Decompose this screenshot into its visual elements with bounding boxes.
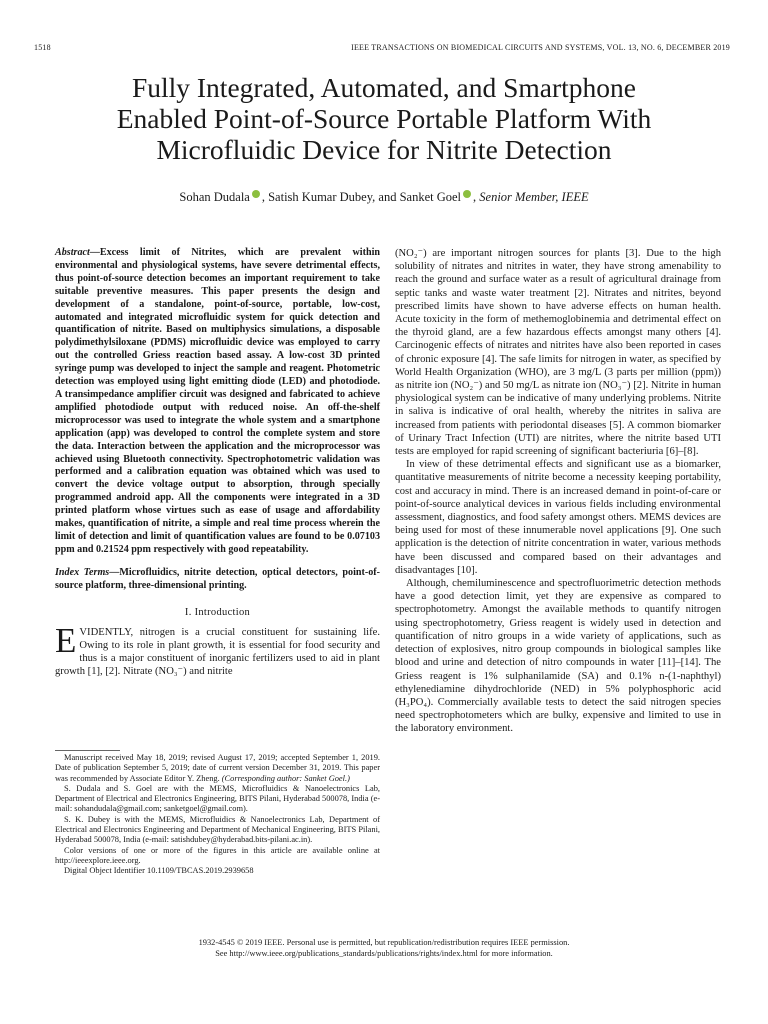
title-line-2: Enabled Point-of-Source Portable Platform With <box>116 103 652 134</box>
running-header <box>34 43 730 55</box>
index-terms-text: —Microfluidics, nitrite detection, optical detectors, point-of-source platform, three-dimensional printing. <box>55 566 380 591</box>
copyright-line-2: See http://www.ieee.org/publications_standards/publications/rights/index.html for more information. <box>215 948 553 958</box>
journal-name: IEEE TRANSACTIONS ON BIOMEDICAL CIRCUITS AND SYSTEMS, VOL. 13, NO. 6, DECEMBER 2019 <box>351 43 730 52</box>
author-separator: , <box>473 190 480 204</box>
title-line-3: Microfluidic Device for Nitrite Detection <box>156 134 612 165</box>
author-line <box>30 190 738 205</box>
body-paragraph-2: In view of these detrimental effects and significant use as a biomarker, quantitative measurements of nitrite become a necessity keeping portability, cost and accuracy in mind. There is an increased demand in point-of-care or point-of-source analytical devices in various fields including environmental assessment, diagnostics, and food safety amongst others. MEMS devices are being used for most of these innumerable novel applications [9]. One such application is the detection of nitrite concentration in water, various methods have been discussed and compared based on their advantages and disadvantages [10]. <box>395 459 721 576</box>
page-number: 1518 <box>34 43 51 52</box>
footnote-rule <box>55 750 120 751</box>
abstract-label: Abstract <box>55 247 90 258</box>
body-paragraph-3: Although, chemiluminescence and spectrofluorimetric detection methods have a good detection limit, yet they are expensive as compared to spectrophotometry. Amongst the available methods to quantify nitrogen using spectrophotometry, Griess reagent is widely used in detection and quantification of nitro groups in a wide variety of applications, such as detection of explosives, nitro group compounds in biological samples like blood and urine and detection of nitro compounds in water [11]–[14]. The Griess reagent is 1% sulphanilamide (SA) and 0.1% n-(1-naphthyl) ethylenediamine dihydrochloride (NED) in 5% polyphosphoric acid (H₃PO₄). Commercially available tests to detect the said nitrogen species need spectrophotometers which are bulky, expensive and limited to use in the laboratory environment. <box>395 578 721 735</box>
right-column <box>395 247 721 736</box>
abstract-text: —Excess limit of Nitrites, which are prevalent within environmental and physiological systems, have severe detrimental effects, thus point-of-source detection becomes an important requirement to take suitable preventive measures. This paper presents the design and development of a standalone, point-of-source, portable, low-cost, automated and integrated microfluidic system for quick detection and quantification of nitrite. Based on multiphysics simulations, a disposable polydimethylsiloxane (PDMS) microfluidic device was employed to carry out the controlled Griess reaction based assay. A low-cost 3D printed syringe pump was developed to inject the sample and reagent. Photometric detection was employed using light emitting diode (LED) and photodiode. A transimpedance amplifier circuit was designed and fabricated to achieve amplified photodiode output with reduced noise. An off-the-shelf microprocessor was used to integrate the whole system and a smartphone application (app) was developed to control the complete system and store the data. Interaction between the application and the microprocessor was achieved using Bluetooth connectivity. Spectrophotometric validation was performed and a calibration equation was obtained which was used to convert the device voltage output to absorption, through specially programmed android app. All the components were integrated in a 3D printed platform whose virtues such as ease of usage and affordability makes, quantification of nitrite, a simple and real time process wherein the limit of detection and limit of quantification values are found to be 0.07103 ppm and 0.21524 ppm respectively with good repeatability. <box>55 247 380 555</box>
membership: Senior Member, IEEE <box>479 190 589 204</box>
section-heading: I. Introduction <box>184 606 251 618</box>
intro-text: VIDENTLY, nitrogen is a crucial constituent for sustaining life. Owing to its role in plant growth, it is essential for food security and thus is a major constituent of inorganic fertilizers used to aid in plant growth [1], [2]. Nitrate (NO₃⁻) and nitrite <box>55 626 380 677</box>
orcid-icon[interactable] <box>252 190 260 198</box>
copyright-notice <box>30 938 738 959</box>
author-2-3: , Satish Kumar Dubey, and Sanket Goel <box>261 190 462 204</box>
intro-paragraph <box>55 620 380 678</box>
footnotes <box>55 753 380 877</box>
footnote-manuscript-text: Manuscript received May 18, 2019; revised August 17, 2019; accepted September 1, 2019. Date of publication September 5, 2019; date of current version December 31, 2019. This paper was recommended by Associate Editor Y. Zheng. <box>55 753 380 783</box>
left-column <box>55 247 380 678</box>
index-terms <box>55 567 380 593</box>
title-line-1: Fully Integrated, Automated, and Smartphone <box>131 72 637 103</box>
author-1: Sohan Dudala <box>179 190 250 204</box>
footnote-affiliation-1: S. Dudala and S. Goel are with the MEMS, Microfluidics & Nanoelectronics Lab, Department of Electrical and Electronics Engineering, BITS Pilani, Hyderabad 500078, India (e-mail: sohandudala@gmail.com; sanketgoel@gmail.com). <box>55 783 380 814</box>
copyright-line-1: 1932-4545 © 2019 IEEE. Personal use is permitted, but republication/redistribution requires IEEE permission. <box>198 938 570 947</box>
corresponding-author: (Corresponding author: Sanket Goel.) <box>221 773 350 783</box>
abstract <box>55 247 380 557</box>
footnote-color: Color versions of one or more of the figures in this article are available online at http://ieeexplore.ieee.org. <box>55 845 380 865</box>
index-terms-label: Index Terms <box>55 566 110 578</box>
body-paragraph-1: (NO₂⁻) are important nitrogen sources for plants [3]. Due to the high solubility of nitrates and nitrites in water, they have strong amenability to reach the ground and surface water as a result of agricultural drainage from septic tanks and waste water treatment [2]. Nitrates and nitrites, beyond prescribed limits have shown to have adverse effects on human health. Acute toxicity in the form of methemoglobinemia and detrimental effect on the thyroid gland, are a few hazardous effects amongst many others [4]. Carcinogenic effects of nitrates and nitrites have also been reported in cases of chronic exposure [4]. The safe limits for nitrogen in water, as specified by World Health Organization (WHO), are 3 mg/L (3 parts per million (ppm)) as nitrite ion (NO₂⁻) and 50 mg/L as nitrate ion (NO₃⁻) [2]. Nitrite in human physiological system can be indicative of many underlying problems. Nitrite in saliva is indicative of oral health, whereby the nitrites in saliva are increased from patients with periodontal diseases [5]. A common biomarker of Urinary Tract Infection (UTI) are nitrites, where the nitrite based UTI tests are employed for rapid screening of significant bacteriuria [6]–[8]. <box>395 248 721 458</box>
drop-cap: E <box>55 620 77 660</box>
orcid-icon[interactable] <box>463 190 471 198</box>
footnote-affiliation-2: S. K. Dubey is with the MEMS, Microfluidics & Nanoelectronics Lab, Department of Electrical and Electronics Engineering and Department of Mechanical Engineering, BITS Pilani, Hyderabad 500078, India (e-mail: satishdubey@hyderabad.bits-pilani.ac.in). <box>55 814 380 845</box>
paper-title <box>30 72 738 165</box>
footnote-manuscript <box>55 753 380 784</box>
footnote-doi: Digital Object Identifier 10.1109/TBCAS.2019.2939658 <box>64 866 254 876</box>
